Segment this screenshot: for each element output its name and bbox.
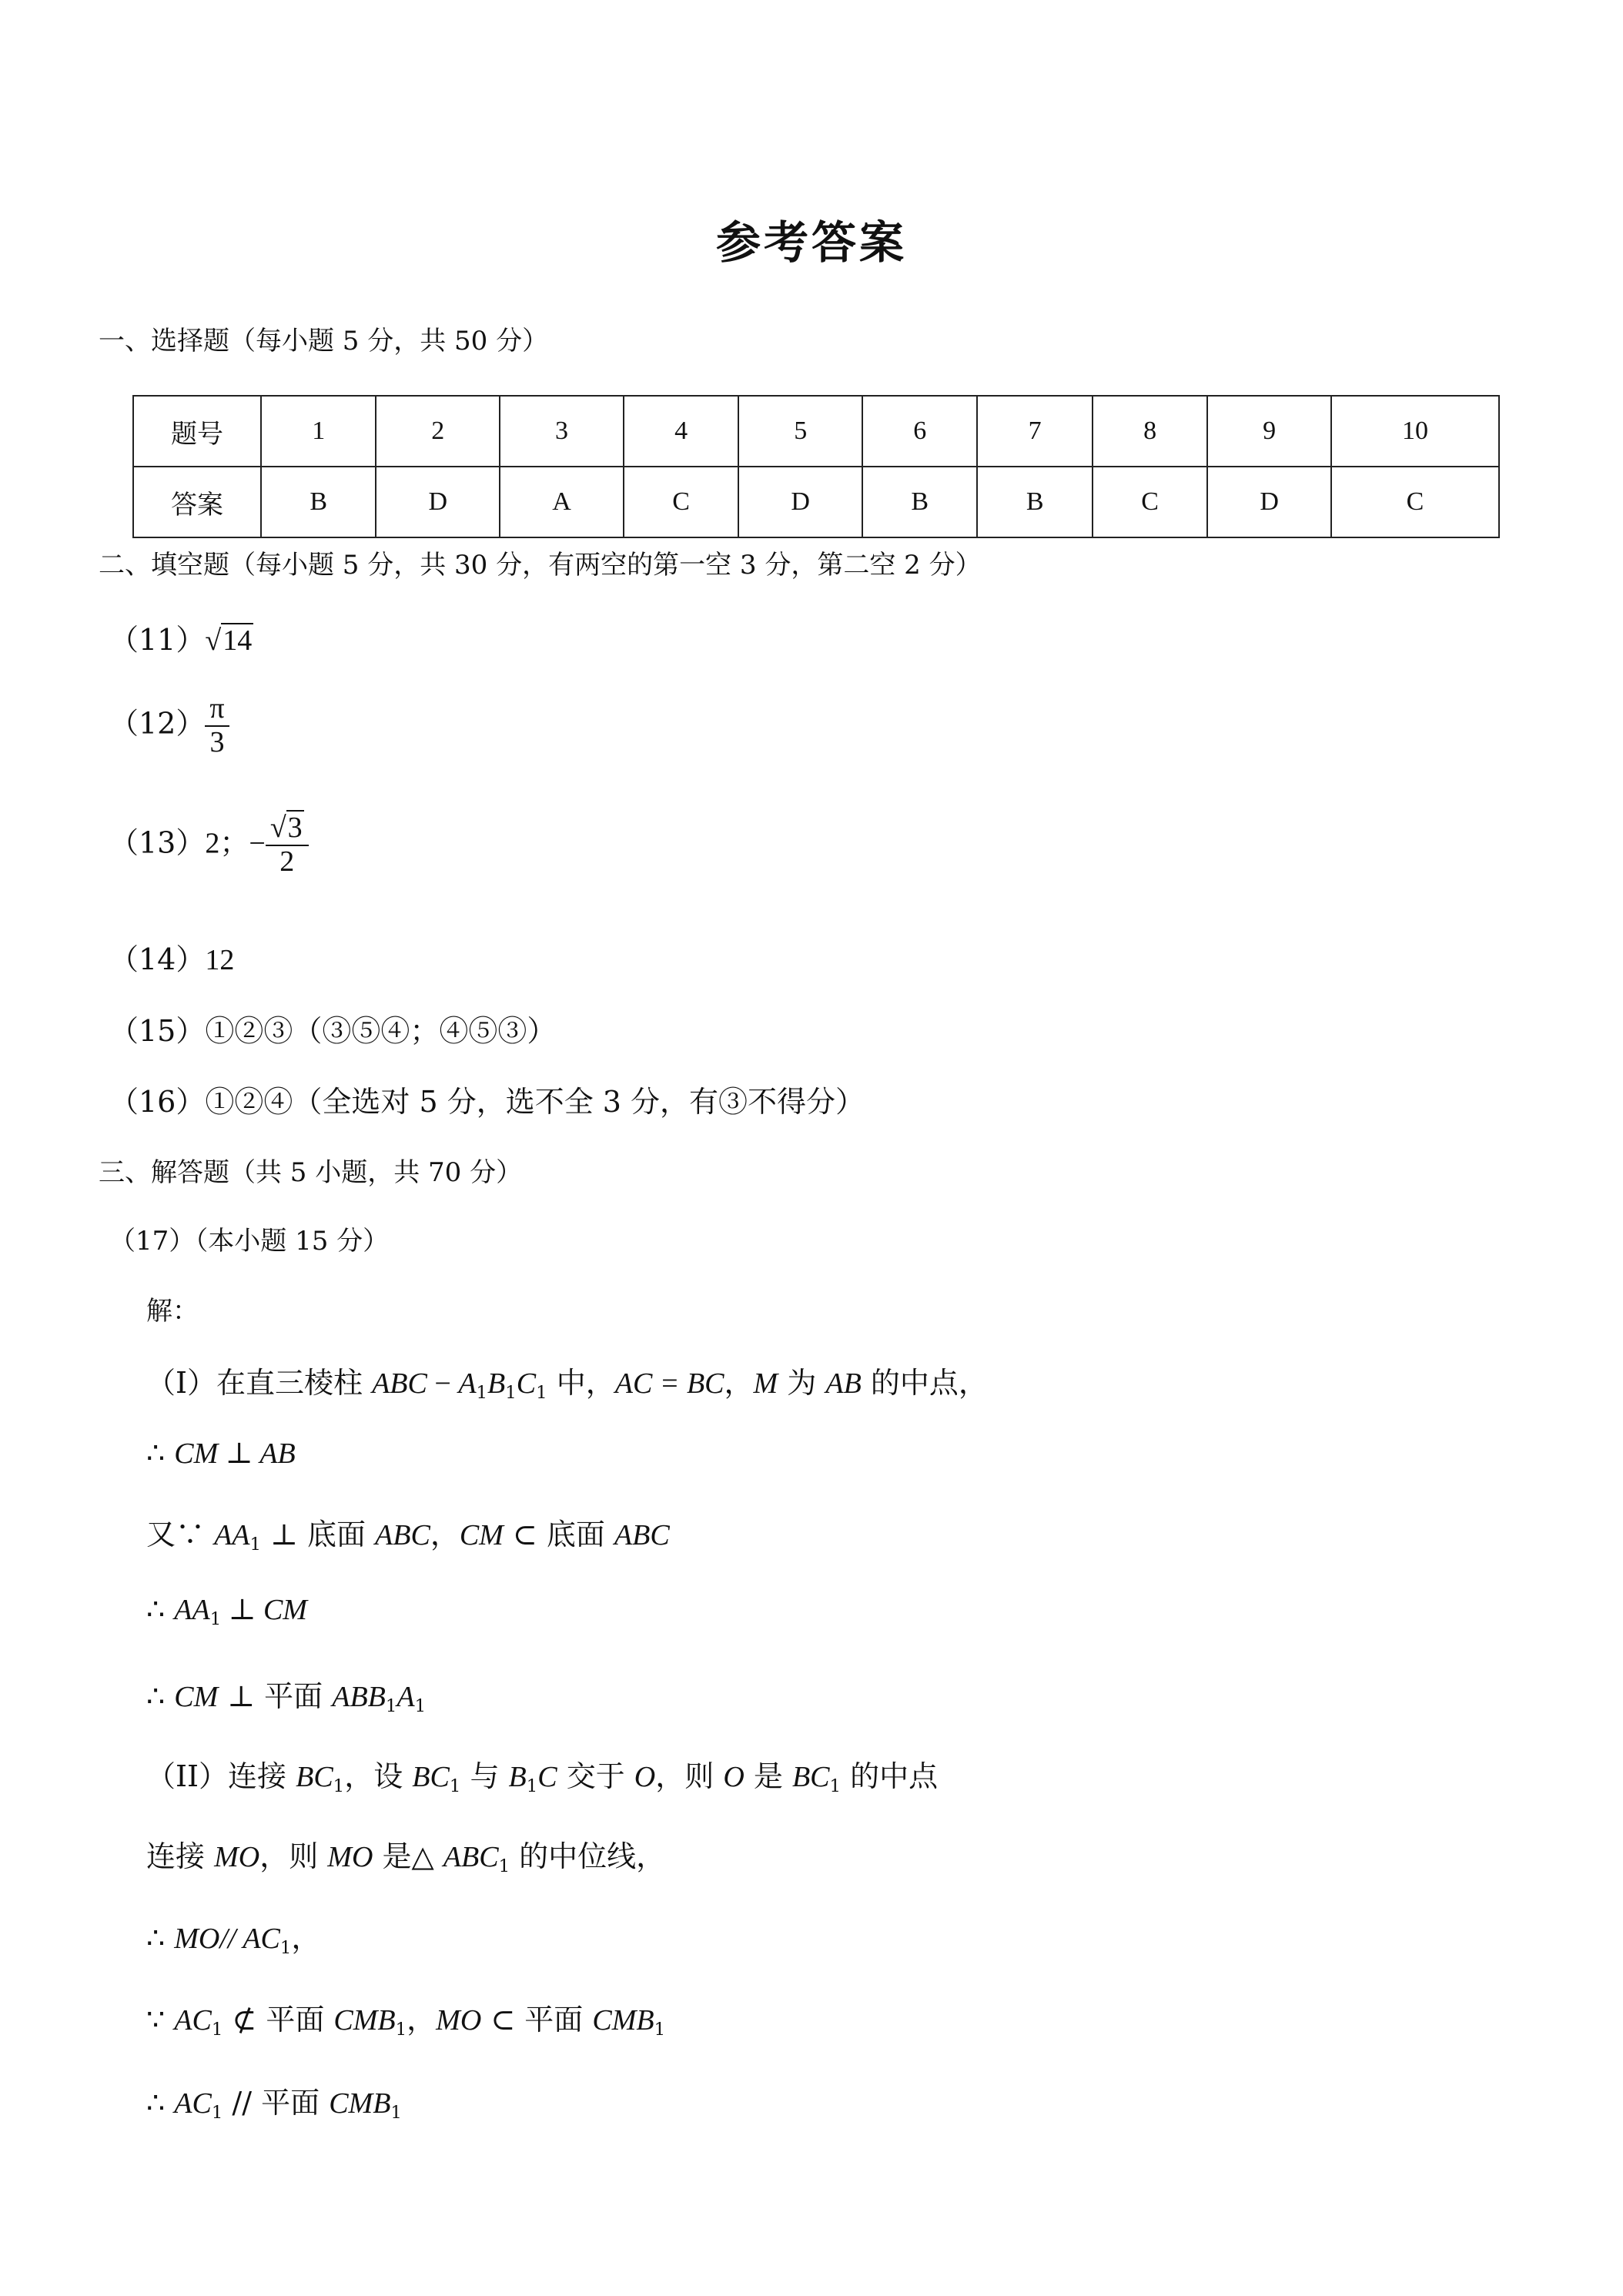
question-label: （11） <box>109 623 206 657</box>
sqrt-expression <box>205 624 253 658</box>
proof-line-6: （II）连接 $BC_1$，设 $BC_1$ 与 $B_1C$ 交于 O，则 O 是 $BC_1$ 的中点 <box>146 1759 939 1796</box>
question-label: （14） <box>109 942 206 976</box>
proof-line-10: ∴ $AC_1$ // 平面 $CMB_1$ <box>146 2086 402 2123</box>
answer-value: ①②③（③⑤④；④⑤③） <box>205 1014 557 1048</box>
answer-14 <box>109 935 234 978</box>
minus-sign: − <box>249 827 266 860</box>
table-cell-number: 2 <box>376 396 500 467</box>
question-label: （15） <box>109 1014 206 1048</box>
table-cell-answer: A <box>500 467 624 537</box>
table-cell-number: 3 <box>500 396 624 467</box>
table-row-answers <box>133 467 1499 537</box>
section-3-heading: 三、解答题（共 5 小题，共 70 分） <box>99 1157 523 1188</box>
row-label-answer: 答案 <box>133 467 261 537</box>
table-cell-number: 8 <box>1093 396 1207 467</box>
proof-line-9: ∵ $AC_1$ ⊄ 平面 $CMB_1$，MO ⊂ 平面 $CMB_1$ <box>146 2003 666 2040</box>
fraction <box>266 812 309 879</box>
proof-line-8: ∴ MO// $AC_1$， <box>146 1921 321 1958</box>
proof-line-7: 连接 MO，则 MO 是△ $ABC_1$ 的中位线， <box>146 1839 666 1876</box>
solution-label: 解： <box>146 1296 199 1327</box>
answer-table <box>132 395 1500 538</box>
proof-line-3: 又∵ $AA_1$ ⊥ 底面 ABC，CM ⊂ 底面 ABC <box>146 1518 670 1555</box>
answer-value: 12 <box>205 944 235 976</box>
question-17-label: （17）（本小题 15 分） <box>109 1226 390 1257</box>
radicand: 3 <box>287 812 303 844</box>
denominator: 2 <box>279 845 295 878</box>
sqrt-sign: √ <box>269 812 286 844</box>
denominator: 3 <box>209 725 225 758</box>
table-cell-number: 9 <box>1207 396 1331 467</box>
table-cell-number: 10 <box>1331 396 1499 467</box>
answer-15 <box>109 1007 556 1049</box>
section-1-heading: 一、选择题（每小题 5 分，共 50 分） <box>99 326 549 356</box>
table-cell-answer: C <box>1331 467 1499 537</box>
answer-12 <box>109 693 229 759</box>
table-cell-number: 5 <box>738 396 862 467</box>
page-title: 参考答案 <box>715 216 907 269</box>
proof-line-4: ∴ $AA_1$ ⊥ CM <box>146 1592 307 1629</box>
answer-16 <box>109 1078 865 1120</box>
radicand: 14 <box>223 624 253 657</box>
table-cell-answer: B <box>261 467 376 537</box>
table-cell-answer: C <box>624 467 738 537</box>
numerator: π <box>205 693 229 727</box>
table-cell-number: 7 <box>977 396 1092 467</box>
table-cell-answer: B <box>862 467 977 537</box>
table-cell-number: 4 <box>624 396 738 467</box>
proof-line-5: ∴ CM ⊥ 平面 $ABB_1A_1$ <box>146 1679 427 1716</box>
table-cell-answer: D <box>1207 467 1331 537</box>
proof-line-2: ∴ CM ⊥ AB <box>146 1436 296 1470</box>
table-cell-number: 6 <box>862 396 977 467</box>
table-cell-answer: D <box>376 467 500 537</box>
section-2-heading: 二、填空题（每小题 5 分，共 30 分，有两空的第一空 3 分，第二空 2 分） <box>99 550 982 581</box>
question-label: （13） <box>109 825 206 860</box>
table-row-numbers <box>133 396 1499 467</box>
table-cell-answer: C <box>1093 467 1207 537</box>
row-label-number: 题号 <box>133 396 261 467</box>
answer-13 <box>109 812 309 879</box>
first-blank: 2； <box>205 827 249 860</box>
sqrt-sign: √ <box>205 624 222 657</box>
table-cell-number: 1 <box>261 396 376 467</box>
numerator <box>266 812 309 846</box>
table-cell-answer: D <box>738 467 862 537</box>
answer-value: ①②④（全选对 5 分，选不全 3 分，有③不得分） <box>205 1085 865 1119</box>
table-cell-answer: B <box>977 467 1092 537</box>
question-label: （16） <box>109 1085 206 1119</box>
answer-11 <box>109 616 253 658</box>
proof-line-1: （I）在直三棱柱 ABC − $A_1B_1C_1$ 中，AC = BC，M 为 AB 的中点， <box>146 1366 988 1403</box>
fraction <box>205 693 229 759</box>
question-label: （12） <box>109 706 206 741</box>
